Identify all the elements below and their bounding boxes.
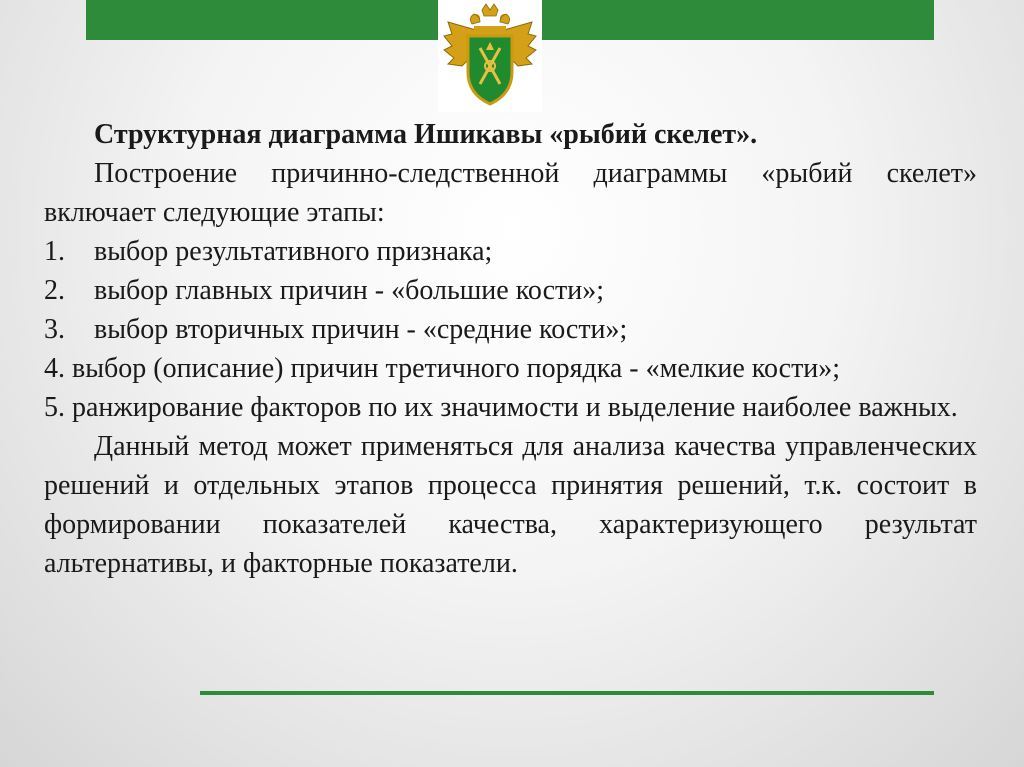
list-item-text: выбор вторичных причин - «средние кости»;: [94, 314, 628, 345]
list-item-text: выбор результативного признака;: [94, 236, 493, 267]
bottom-green-line: [200, 691, 934, 695]
list-item-text: ранжирование факторов по их значимости и выделение наиболее важных.: [72, 392, 958, 423]
customs-emblem-icon: [438, 0, 542, 112]
list-item: [44, 388, 977, 427]
conclusion-paragraph: Данный метод может применяться для анализа качества управленческих решений и отдельных этапов процесса принятия решений, т.к. состоит в формировании показателей качества, характеризующего результат альтернативы, и факторные показатели.: [44, 431, 977, 579]
list-item-number: 1.: [44, 236, 65, 267]
list-item-number: 4.: [44, 353, 65, 384]
list-item: [44, 232, 977, 271]
list-item-number: 5.: [44, 392, 65, 423]
slide-title: Структурная диаграмма Ишикавы «рыбий скелет».: [94, 119, 758, 150]
intro-paragraph: Построение причинно-следственной диаграммы «рыбий скелет» включает следующие этапы:: [44, 158, 977, 228]
list-item-text: выбор (описание) причин третичного порядка - «мелкие кости»;: [72, 353, 841, 384]
list-item-text: выбор главных причин - «большие кости»;: [94, 275, 605, 306]
list-item-number: 2.: [44, 275, 65, 306]
list-item-number: 3.: [44, 314, 65, 345]
slide-content: [44, 115, 977, 583]
list-item: [44, 349, 977, 388]
list-item: [44, 271, 977, 310]
list-item: [44, 310, 977, 349]
